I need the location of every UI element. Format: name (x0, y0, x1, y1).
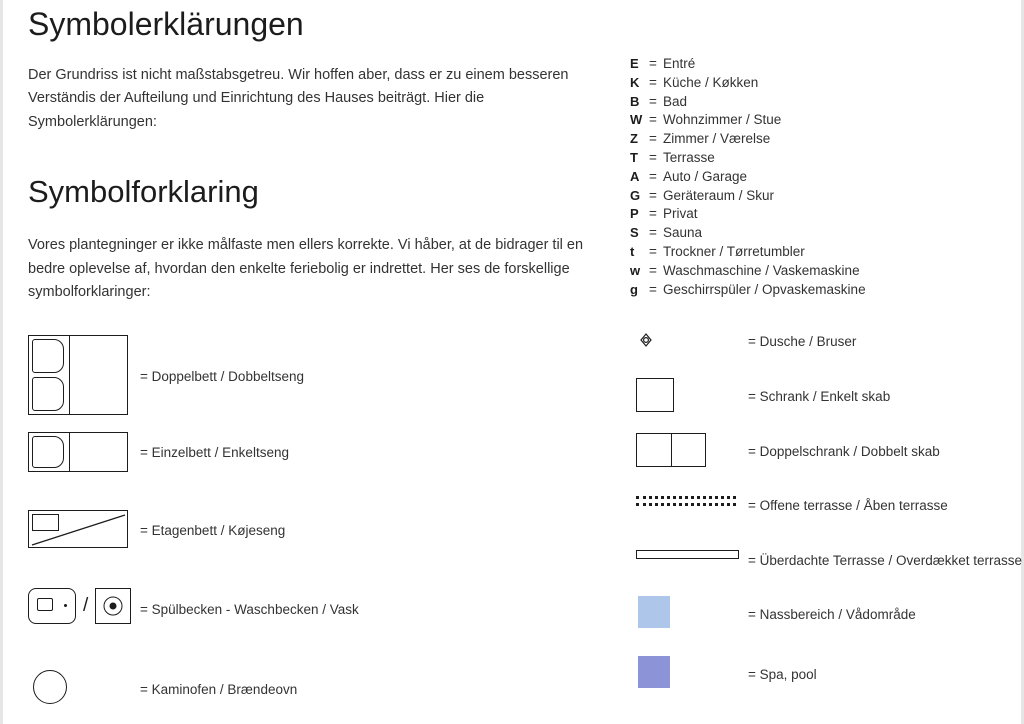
abbreviation-key: G (630, 187, 641, 203)
abbreviation-equals: = (649, 262, 657, 278)
covered-terrace-icon (636, 550, 739, 559)
abbreviation-key: t (630, 243, 635, 259)
wet-area-swatch (638, 596, 670, 628)
abbreviation-equals: = (649, 93, 657, 109)
washbasin-icon (95, 588, 131, 624)
abbreviation-equals: = (649, 168, 657, 184)
abbreviation-equals: = (649, 225, 657, 241)
abbreviation-label: Zimmer / Værelse (663, 131, 771, 147)
abbreviation-label: Geräteraum / Skur (663, 187, 775, 203)
abbreviation-label: Geschirrspüler / Opvaskemaskine (663, 281, 866, 297)
legend-label: = Offene terrasse / Åben terrasse (748, 498, 948, 513)
shower-icon (636, 332, 654, 350)
abbreviation-key: K (630, 74, 640, 90)
abbreviation-label: Trockner / Tørretumbler (663, 243, 805, 259)
abbreviation-label: Terrasse (663, 149, 715, 165)
abbreviation-key: w (630, 262, 641, 278)
legend-label: = Doppelbett / Dobbeltseng (140, 369, 304, 384)
single-bed-icon (28, 432, 128, 472)
bunk-bed-icon (28, 510, 128, 548)
abbreviation-label: Auto / Garage (663, 168, 748, 184)
abbreviation-row (630, 263, 866, 282)
intro-text-column (28, 0, 608, 305)
abbreviation-list (630, 56, 866, 300)
legend-label: = Nassbereich / Vådområde (748, 607, 916, 622)
abbreviation-row (630, 131, 866, 150)
abbreviation-equals: = (649, 206, 657, 222)
legend-label: = Dusche / Bruser (748, 334, 857, 349)
abbreviation-row (630, 150, 866, 169)
legend-label: = Doppelschrank / Dobbelt skab (748, 444, 940, 459)
open-terrace-icon (636, 496, 736, 504)
legend-label: = Spülbecken - Waschbecken / Vask (140, 602, 359, 617)
abbreviation-key: P (630, 206, 639, 222)
abbreviation-row (630, 188, 866, 207)
abbreviation-label: Bad (663, 93, 688, 109)
legend-label: = Schrank / Enkelt skab (748, 389, 891, 404)
separator-slash: / (83, 595, 89, 616)
cupboard-icon (636, 378, 674, 412)
abbreviation-row (630, 94, 866, 113)
abbreviation-key: T (630, 149, 638, 165)
page-left-edge (0, 0, 3, 724)
double-bed-icon (28, 335, 128, 415)
abbreviation-row (630, 225, 866, 244)
abbreviation-row (630, 75, 866, 94)
abbreviation-equals: = (649, 281, 657, 297)
abbreviation-key: g (630, 281, 638, 297)
abbreviation-label: Küche / Køkken (663, 74, 759, 90)
legend-label: = Einzelbett / Enkeltseng (140, 445, 289, 460)
abbreviation-equals: = (649, 243, 657, 259)
abbreviation-equals: = (649, 112, 657, 128)
abbreviation-key: S (630, 225, 639, 241)
page-title-da: Symbolforklaring (28, 174, 259, 210)
spa-pool-swatch (638, 656, 670, 688)
abbreviation-row (630, 206, 866, 225)
abbreviation-label: Privat (663, 206, 698, 222)
double-cupboard-icon (636, 433, 706, 467)
abbreviation-row (630, 282, 866, 301)
abbreviation-equals: = (649, 131, 657, 147)
abbreviation-equals: = (649, 187, 657, 203)
intro-paragraph-da: Vores plantegninger er ikke målfaste men ellers korrekte. Vi håber, at de bidrager til en bedre oplevelse af, hvordan den enkelte feriebolig er indrettet. Her ses de forskellige symbolforklaringer: (28, 237, 584, 301)
abbreviation-label: Sauna (663, 225, 703, 241)
sink-icon (28, 588, 76, 624)
abbreviation-row (630, 56, 866, 75)
abbreviation-label: Entré (663, 56, 696, 71)
abbreviation-row (630, 244, 866, 263)
abbreviation-equals: = (649, 74, 657, 90)
legend-label: = Überdachte Terrasse / Overdækket terrasse (748, 553, 1022, 568)
abbreviation-key: E (630, 56, 639, 71)
wood-stove-icon (33, 670, 67, 704)
abbreviation-equals: = (649, 56, 657, 71)
intro-paragraph-de: Der Grundriss ist nicht maßstabsgetreu. Wir hoffen aber, dass er zu einem besseren Verständis der Aufteilung und Einrichtung des Hauses beiträgt. Hier die Symbolerklärungen: (28, 66, 569, 130)
abbreviation-row (630, 112, 866, 131)
abbreviation-label: Waschmaschine / Vaskemaskine (663, 262, 860, 278)
abbreviation-equals: = (649, 149, 657, 165)
abbreviation-key: W (630, 112, 643, 128)
legend-label: = Etagenbett / Køjeseng (140, 523, 286, 538)
abbreviation-key: B (630, 93, 640, 109)
legend-label: = Spa, pool (748, 667, 817, 682)
abbreviation-label: Wohnzimmer / Stue (663, 112, 782, 128)
sink-basin-icon (28, 588, 131, 624)
abbreviation-row (630, 169, 866, 188)
page-title-de: Symbolerklärungen (28, 6, 304, 42)
abbreviation-key: Z (630, 131, 638, 147)
legend-label: = Kaminofen / Brændeovn (140, 682, 298, 697)
abbreviation-key: A (630, 168, 640, 184)
